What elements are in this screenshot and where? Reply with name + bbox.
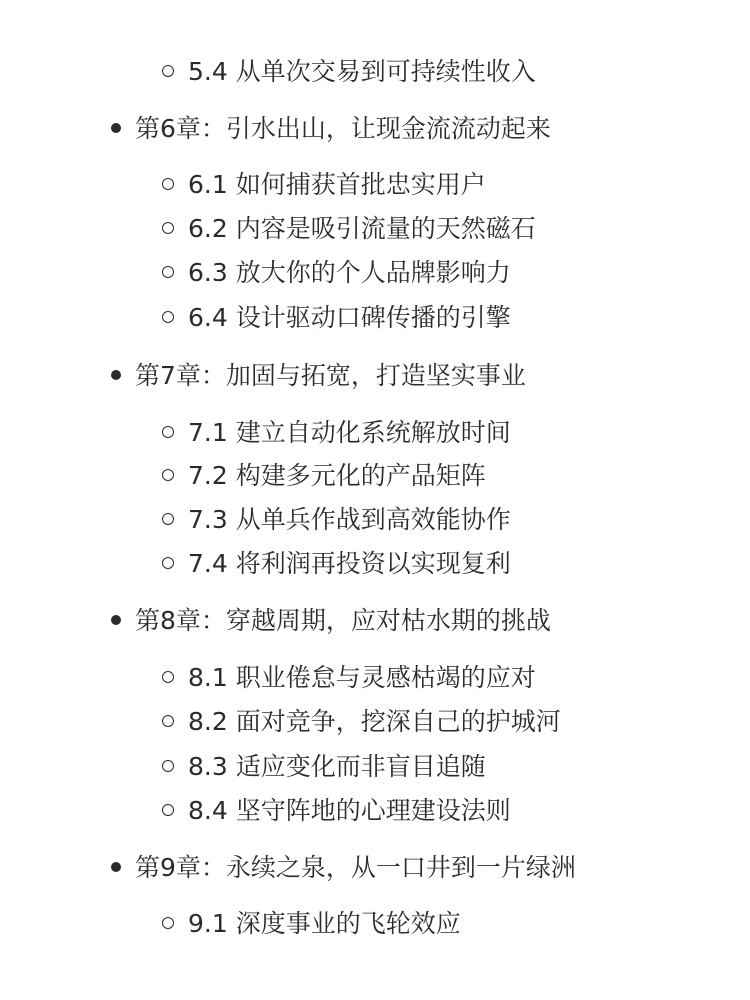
hollow-bullet-icon [162,557,174,569]
hollow-bullet-icon [162,760,174,772]
toc-section-8-2 [0,699,750,743]
hollow-bullet-icon [162,311,174,323]
toc-section-8-1 [0,655,750,699]
toc-section-label: 7.2 构建多元化的产品矩阵 [188,460,486,490]
toc-section-7-2 [0,453,750,497]
hollow-bullet-icon [162,513,174,525]
toc-chapter-label: 第9章：永续之泉，从一口井到一片绿洲 [135,852,576,882]
toc-chapter-label: 第7章：加固与拓宽，打造坚实事业 [135,360,526,390]
toc-section-label: 6.1 如何捕获首批忠实用户 [188,169,486,199]
bullet-dot-icon [111,862,121,872]
hollow-bullet-icon [162,469,174,481]
toc-chapter-8 [0,598,750,642]
hollow-bullet-icon [162,178,174,190]
hollow-bullet-icon [162,65,174,77]
toc-section-8-3 [0,744,750,788]
toc-section-9-1 [0,901,750,945]
toc-chapter-label: 第8章：穿越周期，应对枯水期的挑战 [135,605,551,635]
hollow-bullet-icon [162,426,174,438]
hollow-bullet-icon [162,715,174,727]
toc-section-label: 8.3 适应变化而非盲目追随 [188,751,486,781]
bullet-dot-icon [111,123,121,133]
toc-section-7-1 [0,410,750,454]
toc-section-label: 8.1 职业倦怠与灵感枯竭的应对 [188,662,536,692]
toc-section-8-4 [0,788,750,832]
hollow-bullet-icon [162,222,174,234]
toc-section-label: 7.4 将利润再投资以实现复利 [188,548,511,578]
toc-chapter-7 [0,353,750,397]
toc-section-7-3 [0,497,750,541]
toc-section-label: 9.1 深度事业的飞轮效应 [188,908,461,938]
toc-section-label: 6.2 内容是吸引流量的天然磁石 [188,213,536,243]
toc-section-label: 8.4 坚守阵地的心理建设法则 [188,795,511,825]
toc-section-label: 7.3 从单兵作战到高效能协作 [188,504,511,534]
toc-section-label: 7.1 建立自动化系统解放时间 [188,417,511,447]
hollow-bullet-icon [162,671,174,683]
toc-section-6-1 [0,162,750,206]
toc-chapter-label: 第6章：引水出山，让现金流流动起来 [135,113,551,143]
hollow-bullet-icon [162,917,174,929]
toc-section-label: 5.4 从单次交易到可持续性收入 [188,56,536,86]
bullet-dot-icon [111,615,121,625]
toc-section-5-4 [0,49,750,93]
hollow-bullet-icon [162,804,174,816]
toc-section-label: 8.2 面对竞争，挖深自己的护城河 [188,706,561,736]
bullet-dot-icon [111,370,121,380]
toc-chapter-6 [0,106,750,150]
toc-section-6-2 [0,206,750,250]
toc-section-6-3 [0,250,750,294]
toc-section-label: 6.3 放大你的个人品牌影响力 [188,257,511,287]
toc-section-label: 6.4 设计驱动口碑传播的引擎 [188,302,511,332]
toc-section-6-4 [0,295,750,339]
hollow-bullet-icon [162,266,174,278]
toc-chapter-9 [0,845,750,889]
toc-section-7-4 [0,541,750,585]
